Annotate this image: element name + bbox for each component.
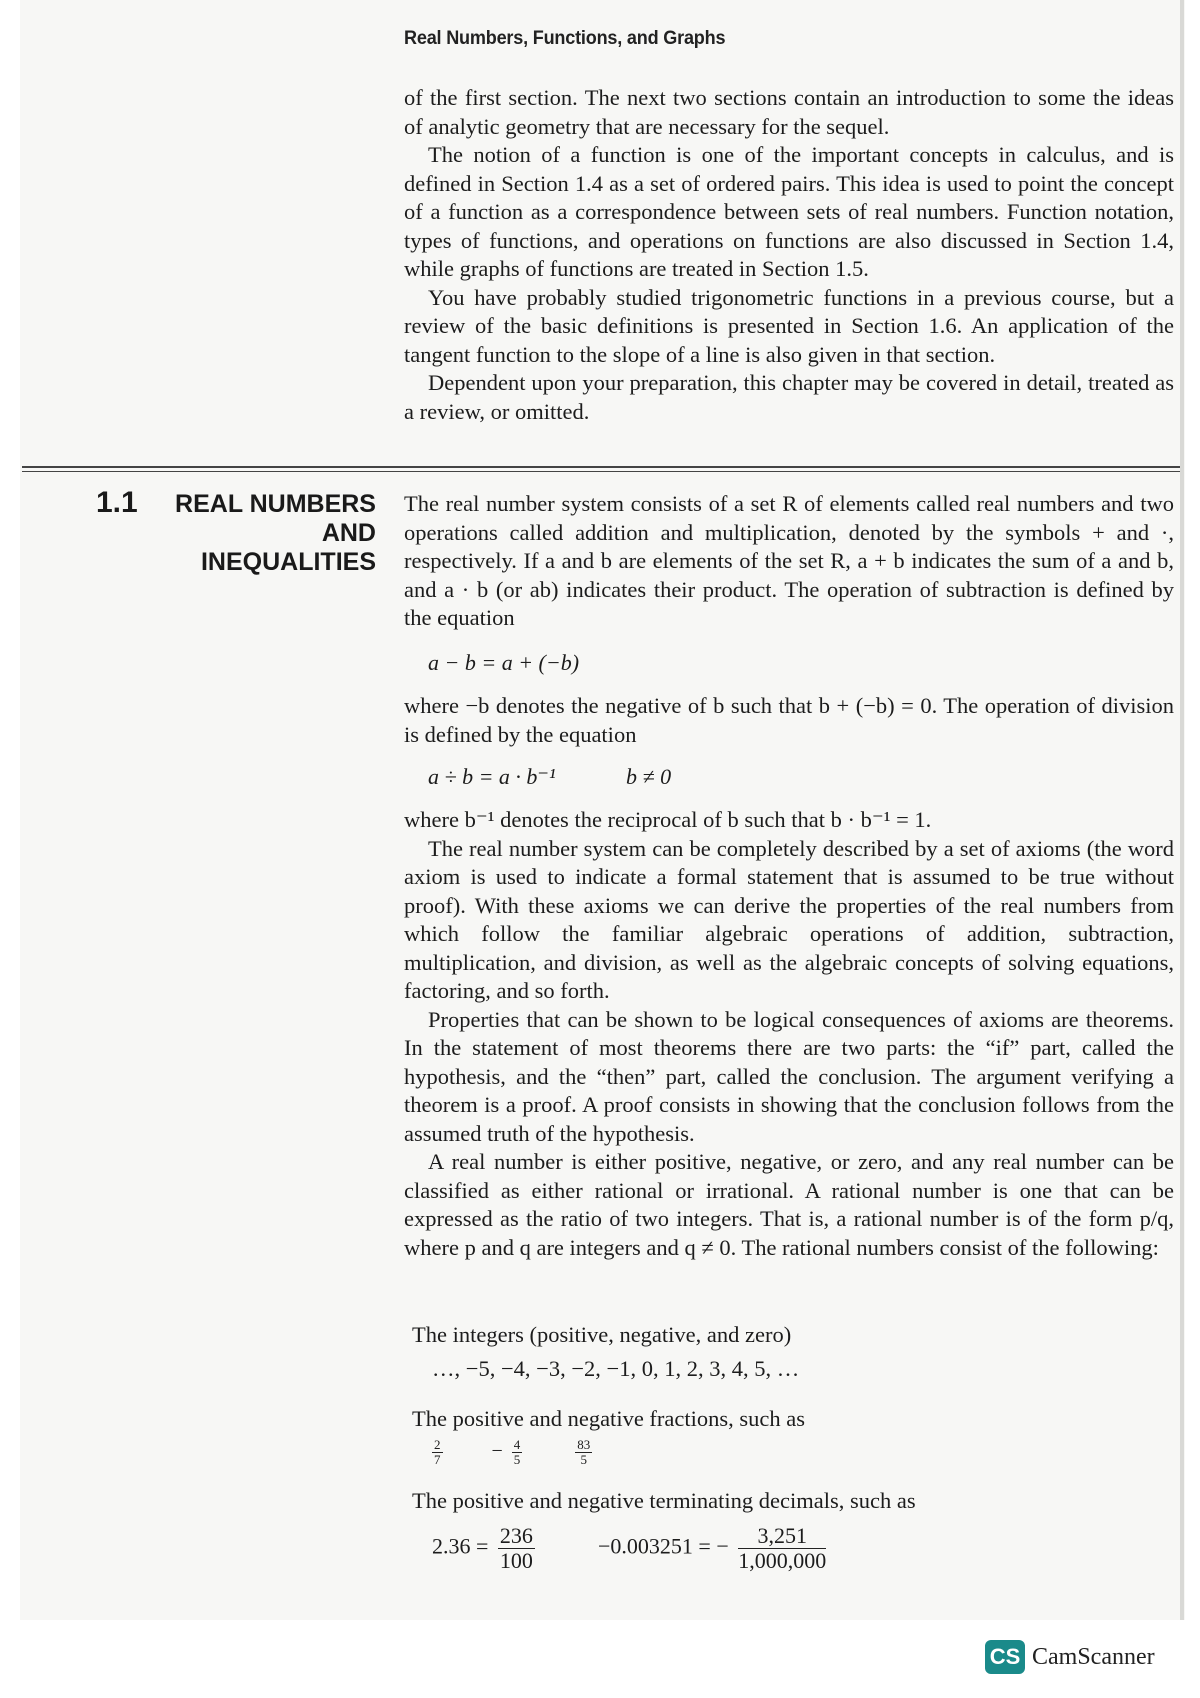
intro-paragraph: You have probably studied trigonometric functions in a previous course, but a review of the basic definitions is presented in Section 1.6. An application of the tangent function to the slope of a line is also given in that section. xyxy=(404,284,1174,367)
fraction-item: $\frac{2}{7}$ xyxy=(434,1437,441,1468)
intro-paragraph: of the first section. The next two sections contain an introduction to some the ideas of analytic geometry that are necessary for the sequel. xyxy=(404,85,1174,139)
body-paragraph: Properties that can be shown to be logical consequences of axioms are theorems. In the statement of most theorems there are two parts: the “if” part, called the hypothesis, and the “then” part, called the conclusion. The argument verifying a theorem is a proof. A proof consists in showing that the conclusion follows from the assumed truth of the hypothesis. xyxy=(404,1006,1174,1146)
equation-condition: b ≠ 0 xyxy=(626,764,672,789)
equation-subtraction: a − b = a + (−b) xyxy=(428,650,580,675)
camscanner-watermark: CamScanner xyxy=(1032,1644,1155,1670)
body-paragraph: where b⁻¹ denotes the reciprocal of b such that b · b⁻¹ = 1. xyxy=(404,807,932,832)
page-edge xyxy=(1180,0,1184,1620)
running-head: Real Numbers, Functions, and Graphs xyxy=(404,28,726,49)
section-title-line: AND INEQUALITIES xyxy=(200,519,376,576)
section-title xyxy=(140,490,376,577)
decimals-heading: The positive and negative terminating decimals, such as xyxy=(412,1488,916,1513)
decimal-example-2: −0.003251 = − $\frac{3,251}{1,000,000}$ xyxy=(598,1523,827,1574)
section-body-top xyxy=(404,490,1174,633)
camscanner-logo: CS xyxy=(985,1640,1025,1674)
section-rule xyxy=(22,471,1180,472)
body-paragraph: The real number system consists of a set R of elements called real numbers and two operations called addition and multiplication, denoted by the symbols + and ·, respectively. If a and b are elements of the set R, a + b indicates the sum of a and b, and a · b (or ab) indicates their product. The operation of subtraction is defined by the equation xyxy=(404,491,1174,630)
fraction-item: − $\frac{4}{5}$ xyxy=(491,1437,521,1468)
body-paragraph: where −b denotes the negative of b such that b + (−b) = 0. The operation of division is defined by the equation xyxy=(404,693,1174,747)
integers-heading: The integers (positive, negative, and zero) xyxy=(412,1322,792,1347)
intro-text xyxy=(404,84,1174,426)
fraction-item: $\frac{83}{5}$ xyxy=(577,1437,591,1468)
section-number: 1.1 xyxy=(96,486,138,519)
integers-sequence: …, −5, −4, −3, −2, −1, 0, 1, 2, 3, 4, 5, … xyxy=(432,1356,800,1381)
section-body-division xyxy=(404,692,1174,749)
decimal-example-1: 2.36 = $\frac{236}{100}$ xyxy=(432,1523,533,1574)
intro-paragraph: Dependent upon your preparation, this chapter may be covered in detail, treated as a review, or omitted. xyxy=(404,370,1174,424)
section-body-main xyxy=(404,806,1174,1262)
equation-division: a ÷ b = a · b⁻¹ xyxy=(428,764,556,789)
body-paragraph: A real number is either positive, negative, or zero, and any real number can be classified as either rational or irrational. A rational number is one that can be expressed as the ratio of two integers. That is, a rational number is of the form p/q, where p and q are integers and q ≠ 0. The rational numbers consist of the following: xyxy=(404,1149,1174,1260)
section-title-line: REAL NUMBERS xyxy=(175,490,376,518)
fraction-examples xyxy=(428,1438,596,1468)
intro-paragraph: The notion of a function is one of the important concepts in calculus, and is defined in Section 1.4 as a set of ordered pairs. This idea is used to point the concept of a function as a correspondence between sets of real numbers. Function notation, types of functions, and operations on functions are also discussed in Section 1.4, while graphs of functions are treated in Section 1.5. xyxy=(404,142,1174,281)
section-rule xyxy=(22,466,1180,468)
fractions-heading: The positive and negative fractions, such as xyxy=(412,1406,806,1431)
body-paragraph: The real number system can be completely described by a set of axioms (the word axiom is used to indicate a formal statement that is assumed to be true without proof). With these axioms we can derive the properties of the real numbers from which follow the familiar algebraic operations of addition, subtraction, multiplication, and division, as well as the algebraic concepts of solving equations, factoring, and so forth. xyxy=(404,835,1174,1003)
